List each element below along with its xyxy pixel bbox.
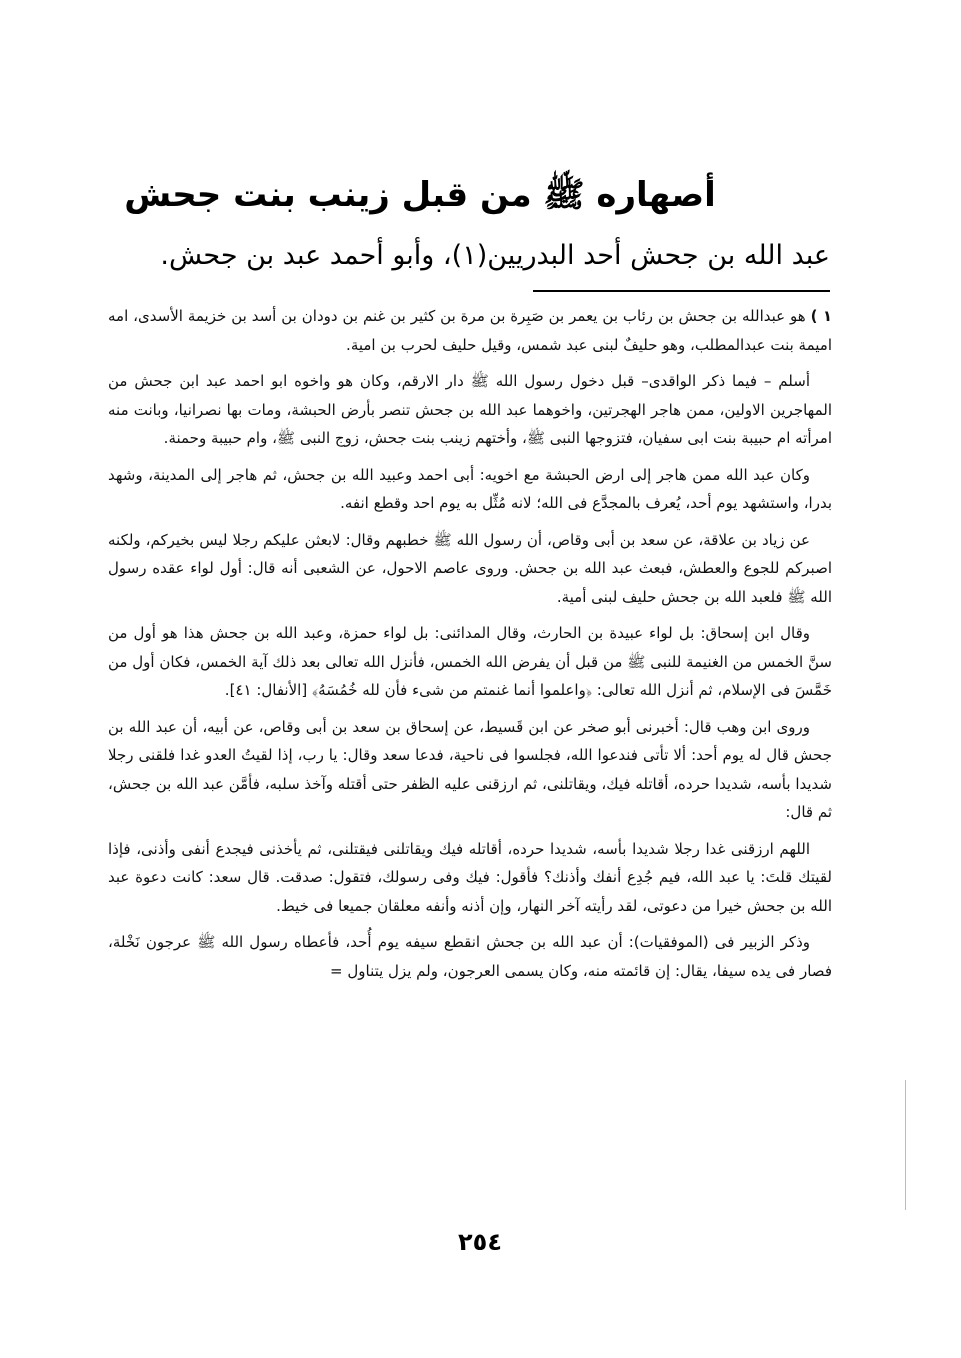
- scan-edge-line: [905, 1080, 906, 1210]
- footnote-paragraph: وروى ابن وهب قال: أخبرنى أبو صخر عن ابن قَسيط، عن إسحاق بن سعد بن أبى وقاص، عن أبيه، أن عبد الله بن جحش قال له يوم أحد: ألا تأتى فندعوا الله، فجلسوا فى ناحية، فدعا سعد وقال: يا رب، إذا لقيتُ العدو غدا فلقنى رجلا شديدا بأسه، شديدا حرده، أقاتله فيك، ويقاتلنى، ثم ارزقنى عليه الظفر حتى أقتله وآخذ سلبه، فأمَّن عبد الله بن جحش، ثم قال:: [108, 717, 832, 821]
- footnote-text: هو عبدالله بن جحش بن رئاب بن يعمر بن صَبِرة بن مرة بن كثير بن غنم بن دودان بن أسد بن خزيمة الأسدى، امه اميمة بنت عبدالمطلب، وهو حليفٌ لبنى عبد شمس، وقيل حليف لحرب بن امية.: [108, 307, 832, 354]
- footnotes-block: [108, 302, 832, 993]
- footnote-paragraph: أسلم – فيما ذكر الواقدى– قبل دخول رسول الله ﷺ دار الارقم، وكان هو واخوه ابو احمد عبد ابن جحش من المهاجرين الاولين، ممن هاجر الهجرتين، واخوهما عبد الله بن جحش تنصر بأرض الحبشة، ومات بها نصرانيا، وبانت منه امرأته ام حبيبة بنت ابى سفيان، فتزوجها النبى ﷺ، وأختهم زينب بنت جحش، زوج النبى ﷺ، وام حبيبة وحمنة.: [108, 372, 832, 447]
- intro-line: عبد الله بن جحش أحد البدريين(١)، وأبو أحمد عبد بن جحش.: [160, 240, 830, 271]
- footnote-paragraph: وذكر الزبير فى (الموفقيات): أن عبد الله بن جحش انقطع سيفه يوم أُحد، فأعطاه رسول الله ﷺ عرجون نَخْلة، فصار فى يده سيفا، يقال: إن قائمته منه، وكان يسمى العرجون، ولم يزل يتناول =: [108, 933, 832, 980]
- footnote-paragraph: عن زياد بن علاقة، عن سعد بن أبى وقاص، أن رسول الله ﷺ خطبهم وقال: لابعثن عليكم رجلا ليس بخيركم، ولكنه اصبركم للجوع والعطش، فبعث عبد الله بن جحش. وروى عاصم الاحول، عن الشعبى أنه قال: أول لواء عقده رسول الله ﷺ فلعبد الله بن جحش حليف لبنى أمية.: [108, 530, 832, 606]
- footnote-paragraph: [108, 302, 832, 359]
- page-title: أصهاره ﷺ من قبل زينب بنت جحش: [124, 175, 716, 215]
- footnote-paragraph: اللهم ارزقنى غدا رجلا شديدا بأسه، شديدا حرده، أقاتله فيك ويقاتلنى فيقتلنى، ثم يأخذنى فيجدع أنفى وأذنى، فإذا لقيتك قلتَ: يا عبد الله، فيم جُدِع أنفك وأذنك؟ فأقول: فيك وفى رسولك، فتقول: صدقت. قال سعد: كانت دعوة عبد الله بن جحش خيرا من دعوتى، لقد رأيته آخر النهار، وإن أذنه وأنفه معلقان جميعا فى خيط.: [108, 839, 832, 915]
- footnote-paragraph: وكان عبد الله ممن هاجر إلى ارض الحبشة مع اخويه: أبى احمد وعبيد الله بن جحش، ثم هاجر إلى المدينة، وشهد بدرا، واستشهد يوم أحد، يُعرف بالمجدَّع فى الله؛ لانه مُثِّل به يوم احد وقطع انفه.: [108, 465, 832, 512]
- footnote-marker: ١ ): [810, 307, 832, 325]
- footnote-separator: [533, 290, 830, 292]
- footnote-paragraph: وقال ابن إسحاق: بل لواء عبيدة بن الحارث، وقال المدائنى: بل لواء حمزة، وعبد الله بن جحش هذا هو أول من سنَّ الخمس من الغنيمة للنبى ﷺ من قبل أن يفرض الله الخمس، فأنزل الله تعالى بعد ذلك آية الخمس، فكان أول من خَمَّسَ فى الإسلام، ثم أنزل الله تعالى: ﴿واعلموا أنما غنمتم من شىء فأن لله خُمُسَهُ﴾ [الأنفال: ٤١].: [108, 624, 832, 699]
- page-number: ٢٥٤: [458, 1228, 502, 1256]
